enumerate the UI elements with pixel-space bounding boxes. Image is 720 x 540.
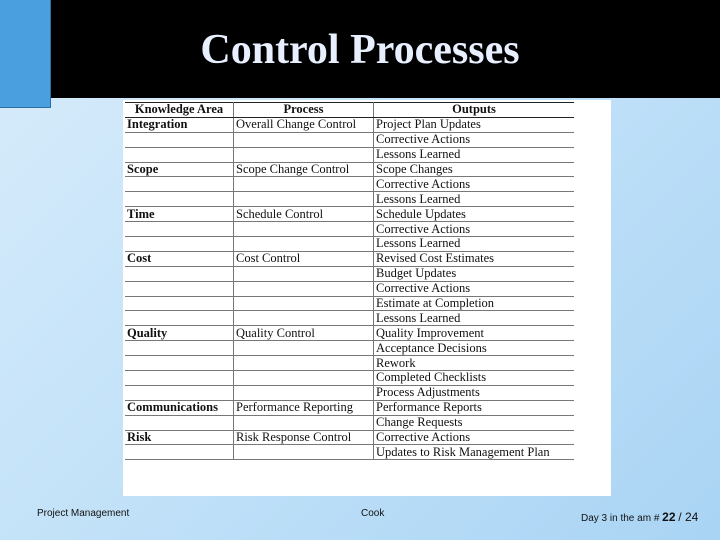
cell-output: Quality Improvement xyxy=(374,326,575,341)
cell-process xyxy=(234,296,374,311)
cell-knowledge-area: Scope xyxy=(125,162,234,177)
footer-page-number: 22 xyxy=(662,510,676,524)
cell-output: Acceptance Decisions xyxy=(374,341,575,356)
table-row xyxy=(125,281,574,296)
table-row xyxy=(125,356,574,371)
footer-day-label: Day 3 in the am # xyxy=(581,513,660,524)
cell-output: Scope Changes xyxy=(374,162,575,177)
table-row xyxy=(125,177,574,192)
cell-output: Corrective Actions xyxy=(374,222,575,237)
cell-knowledge-area xyxy=(125,371,234,386)
cell-process: Schedule Control xyxy=(234,207,374,222)
cell-process: Performance Reporting xyxy=(234,400,374,415)
cell-process xyxy=(234,371,374,386)
cell-output: Lessons Learned xyxy=(374,147,575,162)
cell-process: Scope Change Control xyxy=(234,162,374,177)
cell-knowledge-area xyxy=(125,311,234,326)
cell-process: Overall Change Control xyxy=(234,117,374,132)
cell-process xyxy=(234,341,374,356)
cell-output: Performance Reports xyxy=(374,400,575,415)
cell-knowledge-area: Integration xyxy=(125,117,234,132)
cell-knowledge-area xyxy=(125,445,234,460)
cell-process xyxy=(234,356,374,371)
cell-output: Corrective Actions xyxy=(374,177,575,192)
cell-process xyxy=(234,266,374,281)
slide-title: Control Processes xyxy=(200,27,520,73)
cell-process xyxy=(234,192,374,207)
cell-knowledge-area xyxy=(125,356,234,371)
table-row xyxy=(125,311,574,326)
cell-knowledge-area xyxy=(125,266,234,281)
table-row xyxy=(125,385,574,400)
cell-process xyxy=(234,311,374,326)
table-row xyxy=(125,132,574,147)
cell-output: Change Requests xyxy=(374,415,575,430)
table-row xyxy=(125,341,574,356)
cell-process xyxy=(234,415,374,430)
cell-output: Estimate at Completion xyxy=(374,296,575,311)
cell-process xyxy=(234,445,374,460)
cell-knowledge-area xyxy=(125,147,234,162)
cell-knowledge-area xyxy=(125,296,234,311)
cell-output: Project Plan Updates xyxy=(374,117,575,132)
cell-process xyxy=(234,132,374,147)
cell-output: Budget Updates xyxy=(374,266,575,281)
table-row xyxy=(125,147,574,162)
table-row xyxy=(125,117,574,132)
table-row xyxy=(125,326,574,341)
cell-knowledge-area xyxy=(125,132,234,147)
cell-knowledge-area: Quality xyxy=(125,326,234,341)
cell-process: Risk Response Control xyxy=(234,430,374,445)
cell-process xyxy=(234,147,374,162)
header-outputs: Outputs xyxy=(374,103,575,118)
cell-knowledge-area xyxy=(125,222,234,237)
cell-output: Schedule Updates xyxy=(374,207,575,222)
control-processes-table xyxy=(125,102,574,460)
cell-process xyxy=(234,281,374,296)
table-row xyxy=(125,162,574,177)
table-row xyxy=(125,296,574,311)
table-row xyxy=(125,192,574,207)
cell-output: Corrective Actions xyxy=(374,281,575,296)
table-header-row xyxy=(125,103,574,118)
footer-page-info xyxy=(581,510,698,524)
table-row xyxy=(125,207,574,222)
cell-output: Lessons Learned xyxy=(374,311,575,326)
cell-knowledge-area xyxy=(125,385,234,400)
footer-author: Cook xyxy=(361,508,385,519)
table-row xyxy=(125,237,574,252)
header-process: Process xyxy=(234,103,374,118)
table-body xyxy=(125,117,574,459)
footer-page-total: / 24 xyxy=(678,510,699,524)
cell-output: Completed Checklists xyxy=(374,371,575,386)
table-row xyxy=(125,251,574,266)
table-row xyxy=(125,222,574,237)
header-knowledge-area: Knowledge Area xyxy=(125,103,234,118)
cell-knowledge-area xyxy=(125,237,234,252)
cell-knowledge-area xyxy=(125,341,234,356)
table-row xyxy=(125,415,574,430)
table-row xyxy=(125,371,574,386)
cell-output: Corrective Actions xyxy=(374,430,575,445)
cell-output: Process Adjustments xyxy=(374,385,575,400)
table-row xyxy=(125,430,574,445)
footer-course: Project Management xyxy=(37,508,130,519)
cell-output: Corrective Actions xyxy=(374,132,575,147)
table-row xyxy=(125,266,574,281)
table-row xyxy=(125,400,574,415)
cell-output: Updates to Risk Management Plan xyxy=(374,445,575,460)
cell-process xyxy=(234,237,374,252)
table-row xyxy=(125,445,574,460)
cell-process: Cost Control xyxy=(234,251,374,266)
cell-knowledge-area xyxy=(125,177,234,192)
cell-output: Lessons Learned xyxy=(374,192,575,207)
cell-knowledge-area: Time xyxy=(125,207,234,222)
cell-knowledge-area: Cost xyxy=(125,251,234,266)
cell-process xyxy=(234,222,374,237)
cell-output: Revised Cost Estimates xyxy=(374,251,575,266)
cell-knowledge-area: Risk xyxy=(125,430,234,445)
process-table-panel xyxy=(123,100,611,496)
cell-knowledge-area xyxy=(125,192,234,207)
cell-output: Rework xyxy=(374,356,575,371)
cell-process: Quality Control xyxy=(234,326,374,341)
cell-process xyxy=(234,385,374,400)
cell-process xyxy=(234,177,374,192)
cell-output: Lessons Learned xyxy=(374,237,575,252)
cell-knowledge-area: Communications xyxy=(125,400,234,415)
cell-knowledge-area xyxy=(125,415,234,430)
cell-knowledge-area xyxy=(125,281,234,296)
